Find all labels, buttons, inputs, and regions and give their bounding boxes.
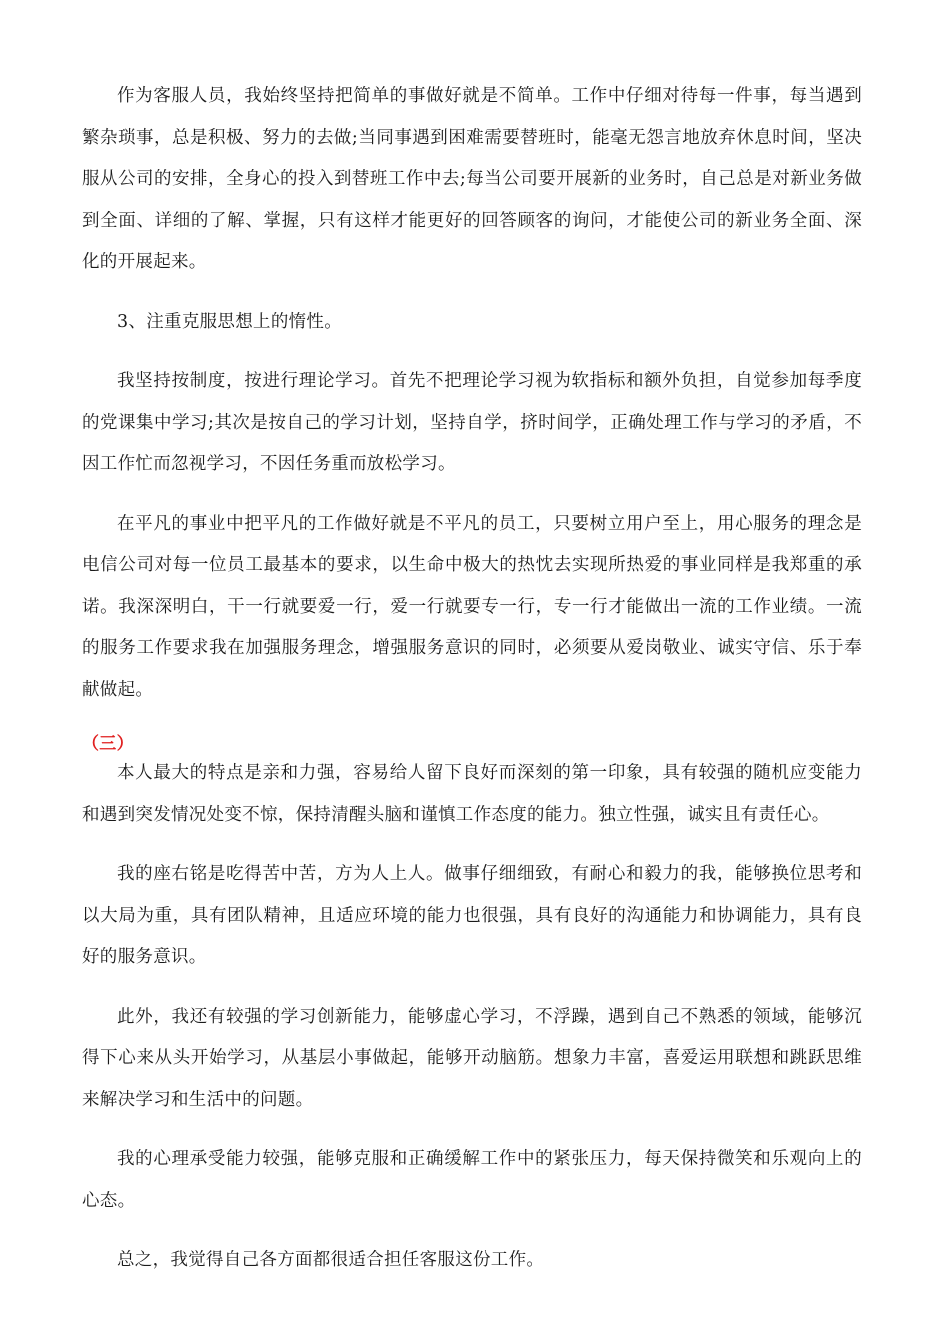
paragraph-motto: 我的座右铭是吃得苦中苦，方为人上人。做事仔细细致，有耐心和毅力的我，能够换位思考和以大局为重，具有团队精神，且适应环境的能力也很强，具有良好的沟通能力和协调能力，具有良好的服务意识。: [82, 864, 862, 967]
paragraph-learning-ability: 此外，我还有较强的学习创新能力，能够虚心学习，不浮躁，遇到自己不熟悉的领域，能够沉得下心来从头开始学习，从基层小事做起，能够开动脑筋。想象力丰富，喜爱运用联想和跳跃思维来解决学习和生活中的问题。: [82, 1006, 862, 1110]
document-body: [82, 76, 862, 1300]
paragraph-stress-tolerance: 我的心理承受能力较强，能够克服和正确缓解工作中的紧张压力，每天保持微笑和乐观向上的心态。: [82, 1149, 862, 1211]
paragraph-customer-service-attitude: 作为客服人员，我始终坚持把简单的事做好就是不简单。工作中仔细对待每一件事，每当遇到繁杂琐事，总是积极、努力的去做;当同事遇到困难需要替班时，能毫无怨言地放弃休息时间，坚决服从公司的安排，全身心的投入到替班工作中去;每当公司要开展新的业务时，自己总是对新业务做到全面、详细的了解、掌握，只有这样才能更好的回答顾客的询问，才能使公司的新业务全面、深化的开展起来。: [82, 86, 862, 272]
paragraph-conclusion: 总之，我觉得自己各方面都很适合担任客服这份工作。: [117, 1250, 545, 1270]
paragraph-item-3-heading: 3、注重克服思想上的惰性。: [117, 311, 343, 332]
section-heading-three: （三）: [82, 734, 134, 754]
paragraph-theory-study: 我坚持按制度，按进行理论学习。首先不把理论学习视为软指标和额外负担，自觉参加每季度的党课集中学习;其次是按自己的学习计划，坚持自学，挤时间学，正确处理工作与学习的矛盾，不因工作忙而忽视学习，不因任务重而放松学习。: [82, 371, 862, 474]
paragraph-personal-traits: 本人最大的特点是亲和力强，容易给人留下良好而深刻的第一印象，具有较强的随机应变能力和遇到突发情况处变不惊，保持清醒头脑和谨慎工作态度的能力。独立性强，诚实且有责任心。: [82, 763, 862, 825]
paragraph-ordinary-work: 在平凡的事业中把平凡的工作做好就是不平凡的员工，只要树立用户至上，用心服务的理念是电信公司对每一位员工最基本的要求，以生命中极大的热忱去实现所热爱的事业同样是我郑重的承诺。我深深明白，干一行就要爱一行，爱一行就要专一行，专一行才能做出一流的工作业绩。一流的服务工作要求我在加强服务理念，增强服务意识的同时，必须要从爱岗敬业、诚实守信、乐于奉献做起。: [82, 513, 862, 700]
